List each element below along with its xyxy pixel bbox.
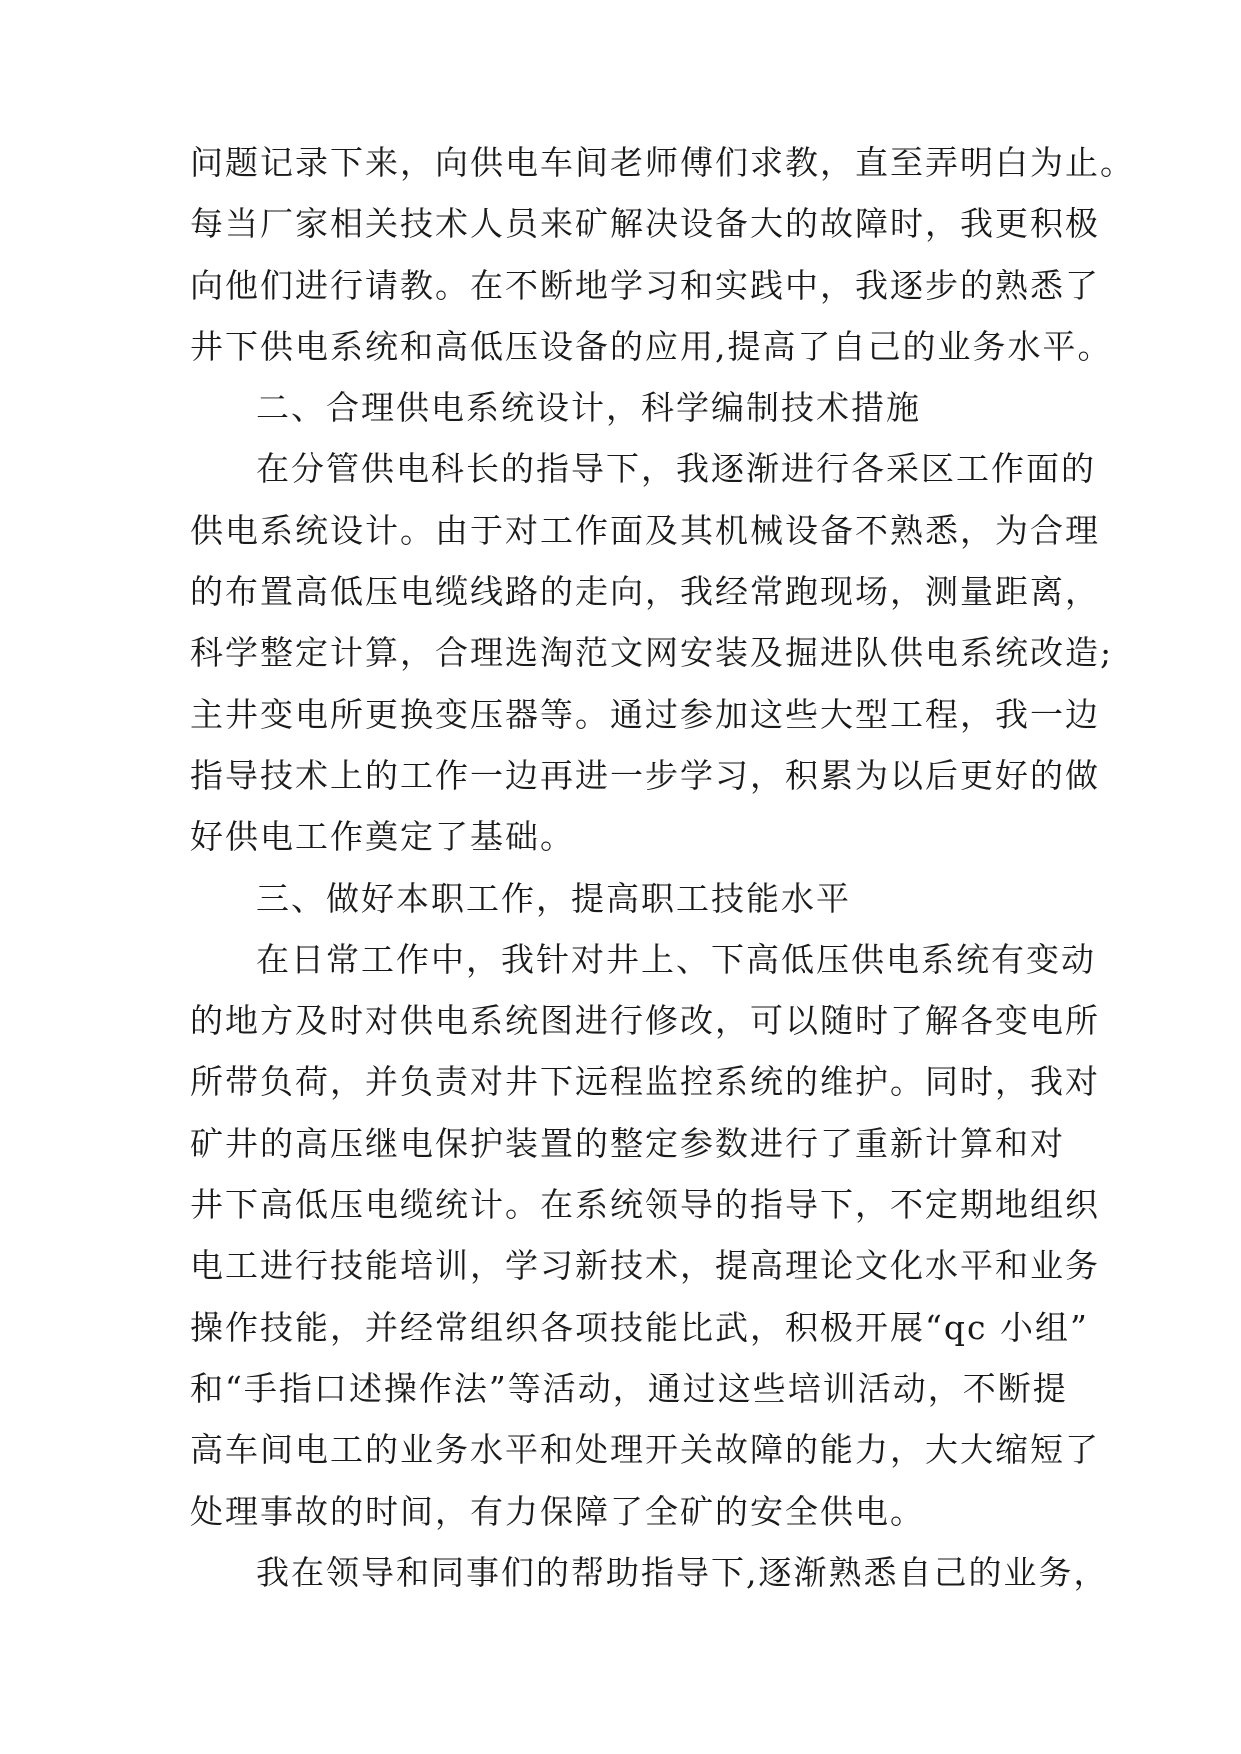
text-line: 科学整定计算，合理选淘范文网安装及掘进队供电系统改造; bbox=[190, 633, 1114, 673]
text-line: 在分管供电科长的指导下，我逐渐进行各采区工作面的 bbox=[256, 449, 1096, 489]
section-heading-3: 三、做好本职工作，提高职工技能水平 bbox=[256, 878, 851, 918]
section-heading-2: 二、合理供电系统设计，科学编制技术措施 bbox=[256, 388, 921, 428]
text-line: 电工进行技能培训，学习新技术，提高理论文化水平和业务 bbox=[190, 1246, 1100, 1286]
text-line: 处理事故的时间，有力保障了全矿的安全供电。 bbox=[190, 1491, 925, 1531]
text-line: 每当厂家相关技术人员来矿解决设备大的故障时，我更积极 bbox=[190, 204, 1100, 244]
text-line: 和“手指口述操作法”等活动，通过这些培训活动，不断提 bbox=[190, 1368, 1068, 1408]
text-line: 问题记录下来，向供电车间老师傅们求教，直至弄明白为止。 bbox=[190, 143, 1135, 182]
text-line: 的地方及时对供电系统图进行修改，可以随时了解各变电所 bbox=[190, 1001, 1100, 1041]
text-line: 我在领导和同事们的帮助指导下,逐渐熟悉自己的业务， bbox=[256, 1552, 1109, 1592]
text-line: 的布置高低压电缆线路的走向，我经常跑现场，测量距离， bbox=[190, 572, 1100, 612]
text-line: 所带负荷，并负责对井下远程监控系统的维护。同时，我对 bbox=[190, 1062, 1100, 1102]
text-line: 主井变电所更换变压器等。通过参加这些大型工程，我一边 bbox=[190, 694, 1100, 734]
text-line: 向他们进行请教。在不断地学习和实践中，我逐步的熟悉了 bbox=[190, 265, 1100, 305]
text-line: 井下高低压电缆统计。在系统领导的指导下，不定期地组织 bbox=[190, 1185, 1100, 1225]
text-line: 指导技术上的工作一边再进一步学习，积累为以后更好的做 bbox=[190, 755, 1100, 795]
document-body bbox=[190, 132, 1135, 1603]
text-line: 井下供电系统和高低压设备的应用,提高了自己的业务水平。 bbox=[190, 326, 1113, 366]
text-line: 高车间电工的业务水平和处理开关故障的能力，大大缩短了 bbox=[190, 1430, 1100, 1470]
text-line: 矿井的高压继电保护装置的整定参数进行了重新计算和对 bbox=[190, 1123, 1065, 1163]
text-line: 供电系统设计。由于对工作面及其机械设备不熟悉，为合理 bbox=[190, 510, 1100, 550]
text-line: 好供电工作奠定了基础。 bbox=[190, 817, 575, 857]
text-line: 在日常工作中，我针对井上、下高低压供电系统有变动 bbox=[256, 939, 1096, 979]
text-line: 操作技能，并经常组织各项技能比武，积极开展“qc 小组” bbox=[190, 1307, 1089, 1347]
